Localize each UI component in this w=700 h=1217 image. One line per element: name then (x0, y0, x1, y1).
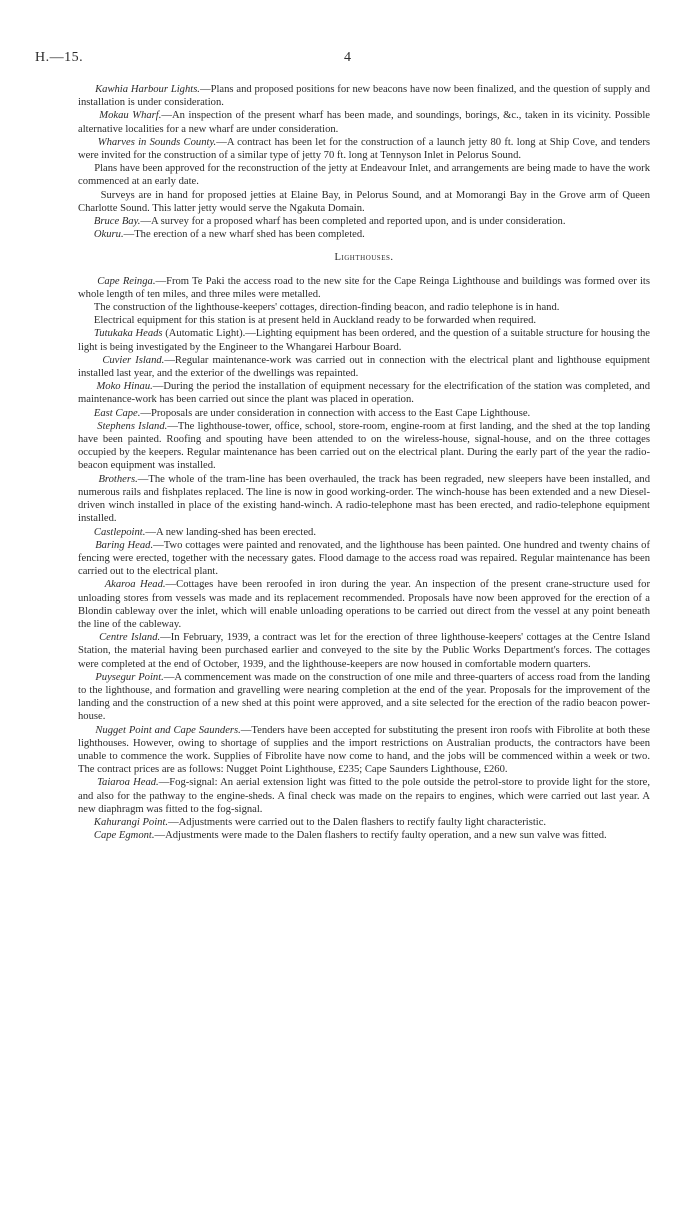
paragraph-text: —Cottages have been reroofed in iron during the year. An inspection of the present crane-structure used for unloading stores from vessels was made and its replacement recommended. Proposals have now been approved for the erection of a Blondin cableway over the inlet, which will enable unloading operations to be carried out direct from the vessel at any point beneath the line of the cableway. (78, 579, 651, 630)
paragraph-text: —Two cottages were painted and renovated, and the lighthouse has been painted. One hundred and twenty chains of fencing were erected, together with the necessary gates. Flood damage to the access road was repaired. Regular maintenance has been carried out to the electrical plant. (78, 539, 650, 578)
paragraph-text: (Automatic Light).—Lighting equipment has been ordered, and the question of a suitable structure for housing the light is being investigated by the Engineer to the Whangarei Harbour Board. (78, 328, 650, 353)
paragraph (78, 228, 650, 241)
document-reference: H.—15. (35, 50, 84, 65)
paragraph-text: —A survey for a proposed wharf has been completed and reported upon, and is under consideration. (140, 216, 566, 228)
paragraph (78, 776, 650, 816)
paragraph-lead: Cuvier Island. (102, 354, 165, 366)
paragraph-text: —The lighthouse-tower, office, school, store-room, engine-room at first landing, and the shed at the top landing have been painted. Roofing and spouting have been attended to on the wireless-house, signal-house, and on the three cottages occupied by the keepers. Regular maintenance has been carried out on the electrical plant. During the early part of the year the radio-beacon equipment was installed. (78, 420, 651, 472)
paragraph-text: Electrical equipment for this station is at present held in Auckland ready to be forwarded when required. (93, 315, 537, 327)
paragraph (78, 816, 650, 829)
paragraph (78, 109, 650, 135)
paragraph (78, 724, 650, 777)
paragraph (78, 215, 650, 228)
paragraph-lead: Castlepoint. (93, 526, 146, 538)
paragraph-lead: Bruce Bay. (93, 216, 141, 228)
paragraph (78, 578, 650, 631)
paragraph-lead: Okuru. (93, 229, 124, 241)
paragraph-lead: Puysegur Point. (95, 671, 164, 683)
paragraph-text: —A new landing-shed has been erected. (145, 526, 317, 538)
paragraph (78, 314, 650, 327)
paragraph-lead: Taiaroa Head. (97, 777, 159, 789)
paragraph (78, 275, 650, 301)
paragraph (78, 380, 650, 406)
paragraph-lead: Centre Island. (99, 632, 161, 644)
paragraph-text: —The whole of the tram-line has been overhauled, the track has been regraded, new sleepers have been installed, and numerous rails and fishplates replaced. The line is now in good working-order. The winch-house has been extended and a new Diesel-driven winch installed in place of the existing hand-winch. A radio-telephone mast has been erected, and radio-telephone equipment installed. (78, 473, 650, 525)
paragraph-text: —Plans and proposed positions for new beacons have now been finalized, and the question of supply and installation is under consideration. (78, 84, 651, 109)
paragraph (78, 327, 650, 353)
page-number: 4 (344, 50, 352, 65)
paragraph-text: —During the period the installation of equipment necessary for the electrification of the station was completed, and maintenance-work has been carried out since the plant was placed in operation. (78, 381, 650, 406)
paragraph (78, 829, 650, 842)
paragraph-text: —In February, 1939, a contract was let for the erection of three lighthouse-keepers' cottages at the Centre Island Station, the material having been purchased earlier and conveyed to the site by the Public Works Department's forces. The cottages were completed at the end of October, 1939, and the lighthouse-keepers are now housed in comfortable modern quarters. (78, 632, 650, 670)
paragraph (78, 526, 650, 539)
paragraph (78, 83, 650, 109)
paragraph (78, 671, 650, 724)
paragraph (78, 354, 650, 380)
paragraph-text: —Adjustments were made to the Dalen flashers to rectify faulty operation, and a new sun valve was fitted. (154, 830, 607, 842)
lighthouses-section (78, 275, 650, 843)
paragraph-lead: East Cape. (93, 407, 141, 419)
paragraph-text: —The erection of a new wharf shed has been completed. (123, 229, 365, 241)
paragraph-lead: Kahurangi Point. (93, 816, 169, 828)
paragraph-text: Surveys are in hand for proposed jetties at Elaine Bay, in Pelorus Sound, and at Momorangi Bay in the Grove arm of Queen Charlotte Sound. This latter jetty would serve the Ngakuta Domain. (78, 189, 650, 214)
body-text (78, 83, 650, 842)
paragraph-text: —A contract has been let for the construction of a launch jetty 80 ft. long at Ship Cove, and tenders were invited for the construction of a similar type of jetty 70 ft. long at Tennyson Inlet in Pelorus Sound. (78, 136, 651, 162)
paragraph-text: The construction of the lighthouse-keepers' cottages, direction-finding beacon, and radio telephone is in hand. (93, 302, 560, 314)
paragraph-lead: Akaroa Head. (104, 579, 166, 591)
paragraph-text: —Adjustments were carried out to the Dalen flashers to rectify faulty light characteristic. (168, 816, 547, 828)
paragraph-lead: Mokau Wharf. (99, 110, 162, 122)
section-heading-lighthouses: Lighthouses. (334, 252, 394, 264)
paragraph (78, 136, 650, 162)
paragraph-lead: Baring Head. (95, 539, 154, 551)
paragraph-lead: Moko Hinau. (96, 381, 153, 393)
paragraph-lead: Tutukaka Heads (93, 328, 163, 340)
paragraph (78, 301, 650, 314)
paragraph-lead: Nugget Point and Cape Saunders. (95, 724, 241, 736)
paragraph-text: —A commencement was made on the construction of one mile and three-quarters of access road from the landing to the lighthouse, and formation and gravelling were nearing completion at the end of the year. Proposals for the improvement of the landing and the construction of a new shed at this point were approved, and a site selected for the erection of the radio beacon power-house. (78, 671, 650, 723)
paragraph-lead: Stephens Island. (97, 420, 168, 432)
paragraph-lead: Cape Egmont. (93, 830, 155, 842)
paragraph (78, 539, 650, 579)
paragraph (78, 407, 650, 420)
paragraph-text: —Tenders have been accepted for substituting the present iron roofs with Fibrolite at both these lighthouses. However, owing to shortage of supplies and the import restrictions on Australian products, the contractors have been unable to commence the work. Supplies of Fibrolite have now come to hand, and the jobs will be commenced within a week or two. The contract prices are as follows: Nugget Point Lighthouse, £235; Cape Saunders Lighthouse, £260. (78, 724, 651, 776)
paragraph (78, 162, 650, 188)
paragraph-text: Plans have been approved for the reconstruction of the jetty at Endeavour Inlet, and arrangements are being made to have the work commenced at an early date. (78, 163, 650, 188)
paragraph-lead: Cape Reinga. (97, 275, 156, 287)
paragraph-lead: Kawhia Harbour Lights. (95, 84, 200, 95)
paragraph-text: —Proposals are under consideration in connection with access to the East Cape Lighthouse. (140, 407, 531, 419)
paragraph (78, 473, 650, 526)
harbour-works-section (78, 83, 650, 241)
paragraph (78, 189, 650, 215)
paragraph (78, 420, 650, 473)
paragraph-lead: Wharves in Sounds County. (97, 136, 217, 148)
paragraph (78, 631, 650, 671)
paragraph-text: —Regular maintenance-work was carried out in connection with the electrical plant and lighthouse equipment installed last year, and the exterior of the dwellings was repainted. (78, 354, 650, 380)
paragraph-text: —An inspection of the present wharf has been made, and soundings, borings, &c., taken in its vicinity. Possible alternative localities for a new wharf are under consideration. (78, 110, 651, 135)
paragraph-lead: Brothers. (98, 473, 138, 485)
paragraph-text: —From Te Paki the access road to the new site for the Cape Reinga Lighthouse and buildings was formed over its whole length of ten miles, and three miles were metalled. (78, 275, 651, 300)
paragraph-text: —Fog-signal: An aerial extension light was fitted to the pole outside the petrol-store to provide light for the store, and also for the pathway to the engine-sheds. A final check was made on the repairs to engines, which were carried out last year. A new diaphragm was fitted to the fog-signal. (78, 777, 650, 815)
